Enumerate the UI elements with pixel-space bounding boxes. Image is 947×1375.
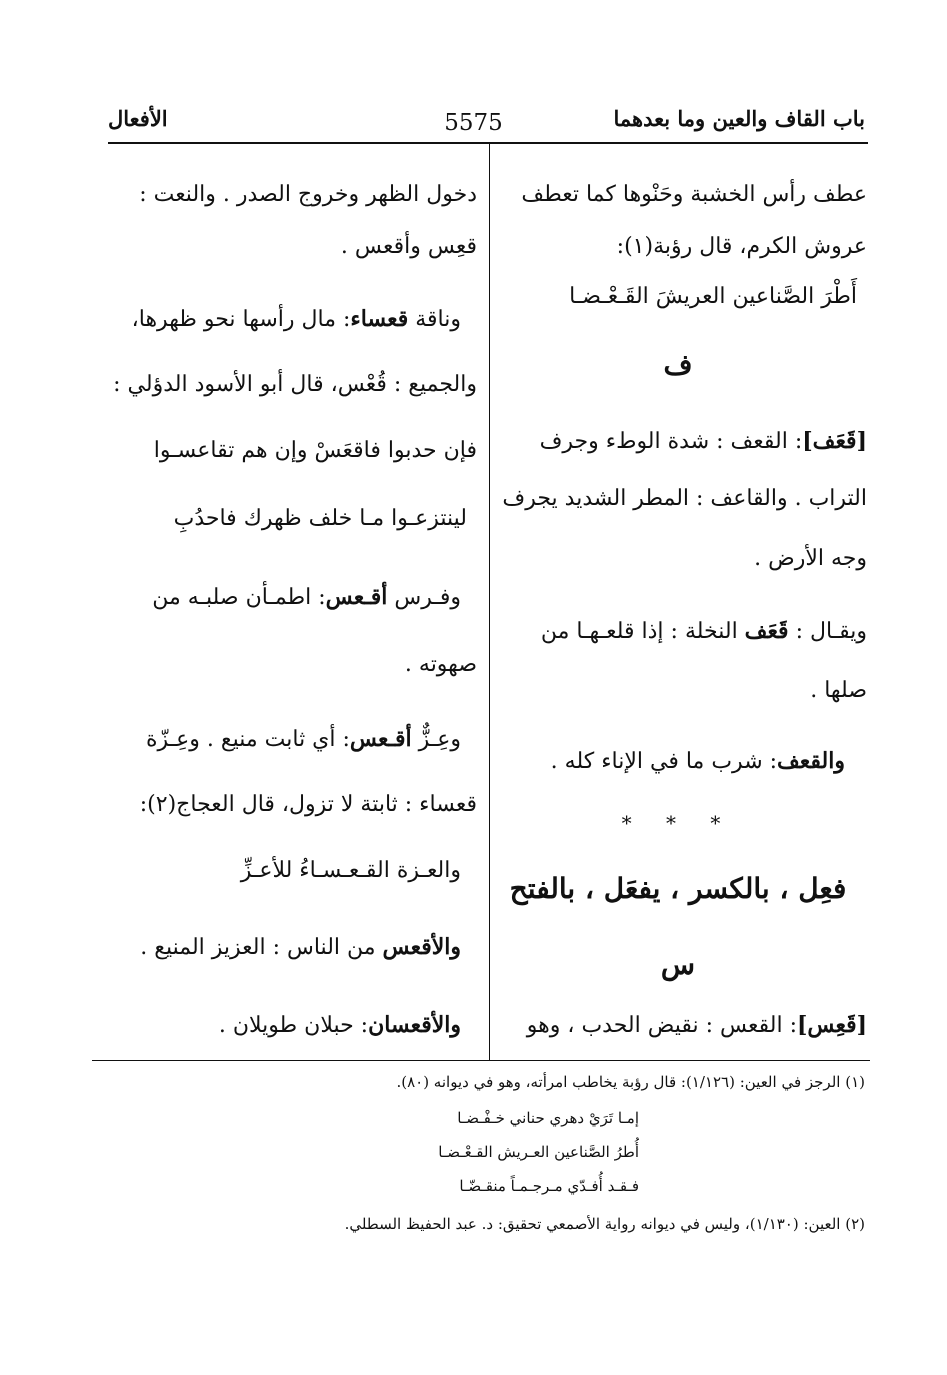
footnote-1: (١) الرجز في العين: (١/١٢٦): قال رؤبة يخاطب امرأته، وهو في ديوانه (٨٠). [396, 1073, 865, 1091]
section-separator: * * * [621, 811, 735, 835]
entry-headword: والأقعس [382, 934, 461, 960]
entry-headword: [قَعَف] [802, 428, 867, 454]
entry-line [489, 616, 867, 647]
letter-heading: ف [663, 348, 693, 381]
entry-line [93, 304, 461, 335]
column-divider [489, 143, 490, 1061]
entry-line [489, 1010, 867, 1041]
text-line: التراب . والقاعف : المطر الشديد يجرف [502, 486, 867, 511]
text-line: والجميع : قُعْس، قال أبو الأسود الدؤلي : [113, 372, 477, 397]
letter-heading: س [660, 948, 696, 981]
entry-line [93, 724, 461, 755]
entry-text: : اطمـأن صلبـه من [152, 585, 326, 610]
entry-text: من الناس : العزيز المنيع . [140, 935, 383, 960]
entry-headword: [قَعِس] [797, 1012, 867, 1038]
text-line: صهوته . [404, 652, 477, 677]
entry-headword: والقعف [777, 748, 845, 774]
text-line: عروش الكرم، قال رؤبة(١): [616, 234, 867, 259]
text-line: وجه الأرض . [754, 546, 867, 571]
footnote-verse: أُطرُ الصَّناعين العـريش القـعْـضـا [438, 1143, 639, 1161]
footnote-2: (٢) العين: (١/١٣٠)، وليس في ديوانه رواية الأصمعي تحقيق: د. عبد الحفيظ السطلي. [344, 1215, 865, 1233]
entry-text: وعِـزٌّ [411, 727, 461, 752]
section-heading: فعِل ، بالكسر ، يفعَل ، بالفتح [509, 872, 847, 905]
entry-text: : القعس : نقيض الحدب ، وهو [526, 1013, 797, 1038]
entry-text: : شرب ما في الإناء كله . [550, 749, 778, 774]
text-line: صلها . [810, 678, 867, 703]
verse-line: فإن حدبوا فاقعَسْ وإن هم تقاعسـوا [153, 438, 477, 463]
entry-text: وناقة [408, 307, 461, 332]
footnote-verse: فـقـد أُفـدّي مـرجـمـاً منقـضّـا [459, 1177, 639, 1195]
text-line: دخول الظهر وخروج الصدر . والنعت : [139, 182, 477, 207]
entry-text: : حبلان طويلان . [218, 1013, 369, 1038]
page-number: 5575 [444, 110, 503, 136]
entry-text: : القعف : شدة الوطء وجرف [539, 429, 803, 454]
section-title: الأفعال [108, 106, 168, 131]
entry-line [467, 746, 845, 777]
text-line: قعِس وأقعس . [340, 234, 477, 259]
entry-text: وفـرس [387, 585, 461, 610]
footnote-rule [92, 1060, 870, 1061]
text-line: عطف رأس الخشبة وحَنْوها كما تعطف [521, 182, 867, 207]
entry-text: : أي ثابت منيع . وعِـزّة [146, 727, 350, 752]
entry-text: النخلة : إذا قلعـهـا من [540, 619, 745, 644]
text-line: قعساء : ثابتة لا تزول، قال العجاج(٢): [139, 792, 477, 817]
verse-line: لينتزعـوا مـا خلف ظهرك فاحدُبِ [173, 506, 467, 531]
entry-line [93, 1010, 461, 1041]
footnote-verse: إمـا تَرَيْ دهري حناني خـفْـضـا [457, 1109, 639, 1127]
entry-headword: أقـعس [349, 726, 412, 752]
header-rule [108, 142, 868, 144]
chapter-title: باب القاف والعين وما بعدهما [613, 106, 865, 131]
entry-headword: قَعَف [744, 618, 789, 644]
entry-line [93, 582, 461, 613]
entry-text: : مال رأسها نحو ظهرها، [131, 307, 351, 332]
entry-headword: أقـعس [325, 584, 388, 610]
verse-line: والعـزة القـعـسـاءُ للأعـزِّ [240, 858, 461, 883]
entry-text: ويقـال : [788, 619, 867, 644]
entry-headword: والأقعسان [368, 1012, 461, 1038]
entry-line [93, 932, 461, 963]
verse-line: أَطْرَ الصَّناعين العريشَ القَـعْـضـا [569, 284, 857, 309]
entry-line [489, 426, 867, 457]
entry-headword: قعساء [350, 306, 409, 332]
